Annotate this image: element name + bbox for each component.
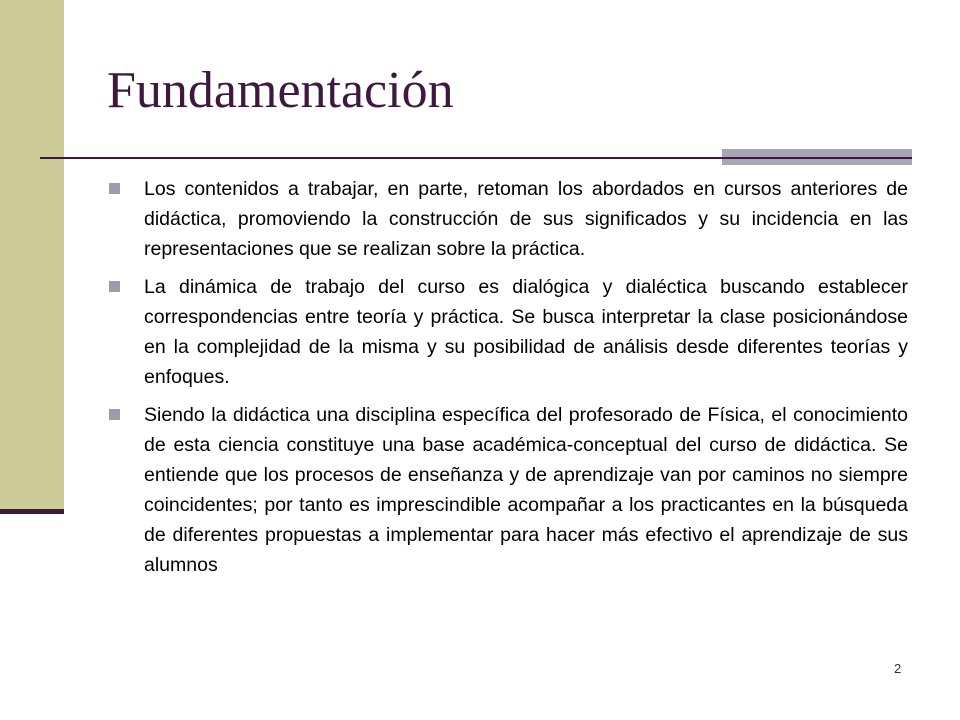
slide-title: Fundamentación [107,62,454,119]
bullet-item [108,272,908,392]
bullet-item [108,174,908,264]
left-accent-bar [0,0,64,512]
square-bullet-icon [109,281,120,292]
bullet-item [108,400,908,580]
square-bullet-icon [109,183,120,194]
bullet-text: La dinámica de trabajo del curso es dialógica y dialéctica buscando establecer correspondencias entre teoría y práctica. Se busca interpretar la clase posicionándose en la complejidad de la misma y su posibilidad de análisis desde diferentes teorías y enfoques. [144,276,908,388]
page-number: 2 [894,661,902,676]
bullet-text: Los contenidos a trabajar, en parte, retoman los abordados en cursos anteriores de didáctica, promoviendo la construcción de sus significados y su incidencia en las representaciones que se realizan sobre la práctica. [144,178,908,260]
divider-accent-block [722,149,912,157]
left-accent-line [0,509,64,514]
bullet-list [108,174,908,588]
divider-accent-block-lower [722,159,912,165]
square-bullet-icon [109,409,120,420]
bullet-text: Siendo la didáctica una disciplina específica del profesorado de Física, el conocimiento de esta ciencia constituye una base académica-conceptual del curso de didáctica. Se entiende que los procesos de enseñanza y de aprendizaje van por caminos no siempre coincidentes; por tanto es imprescindible acompañar a los practicantes en la búsqueda de diferentes propuestas a implementar para hacer más efectivo el aprendizaje de sus alumnos [144,404,908,576]
